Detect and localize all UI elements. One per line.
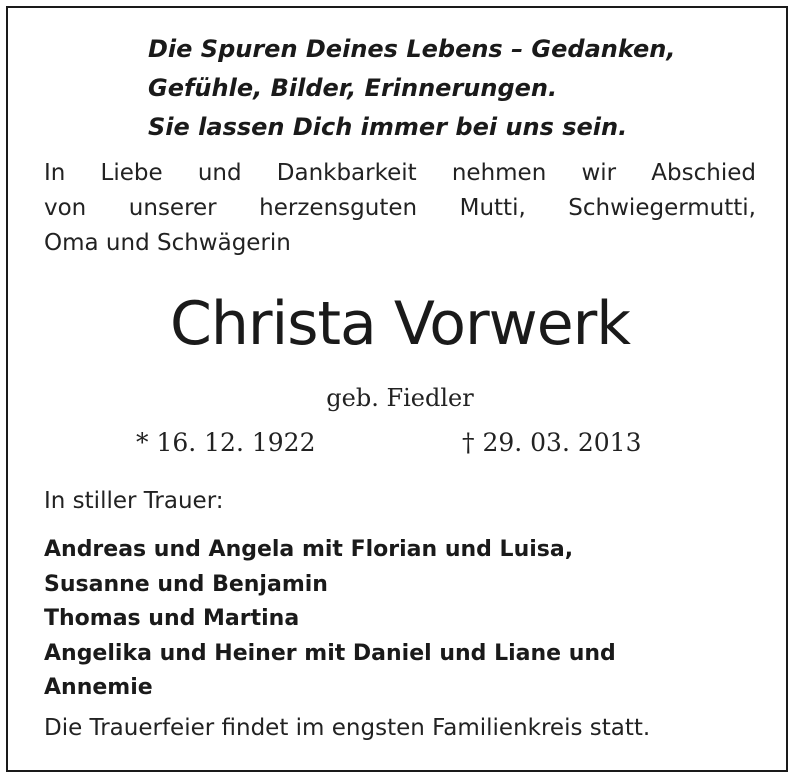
memorial-verse (148, 30, 748, 147)
deceased-name: Christa Vorwerk (169, 289, 631, 359)
mourner-line: Andreas und Angela mit Florian und Luisa, (44, 537, 574, 562)
mourner-line: Angelika und Heiner mit Daniel und Liane und (44, 640, 616, 666)
mourner-line: Thomas und Martina (44, 606, 300, 631)
intro-line: Oma und Schwägerin (44, 230, 291, 256)
mourner-line: Susanne und Benjamin (44, 571, 328, 597)
farewell-intro (44, 156, 756, 261)
intro-line: von unserer herzensguten Mutti, Schwiegermutti, (44, 195, 756, 221)
mourners-list (44, 533, 756, 706)
birth-date: * 16. 12. 1922 (136, 428, 316, 457)
mourner-line: Annemie (44, 675, 153, 700)
maiden-name: geb. Fiedler (326, 384, 474, 412)
death-date: † 29. 03. 2013 (462, 428, 642, 457)
verse-line: Gefühle, Bilder, Erinnerungen. (148, 74, 558, 102)
verse-line: Die Spuren Deines Lebens – Gedanken, (148, 35, 676, 63)
intro-line: In Liebe und Dankbarkeit nehmen wir Abschied (44, 160, 756, 186)
funeral-notice: Die Trauerfeier findet im engsten Familienkreis statt. (44, 715, 651, 741)
mourners-heading: In stiller Trauer: (44, 488, 224, 514)
verse-line: Sie lassen Dich immer bei uns sein. (148, 113, 628, 141)
